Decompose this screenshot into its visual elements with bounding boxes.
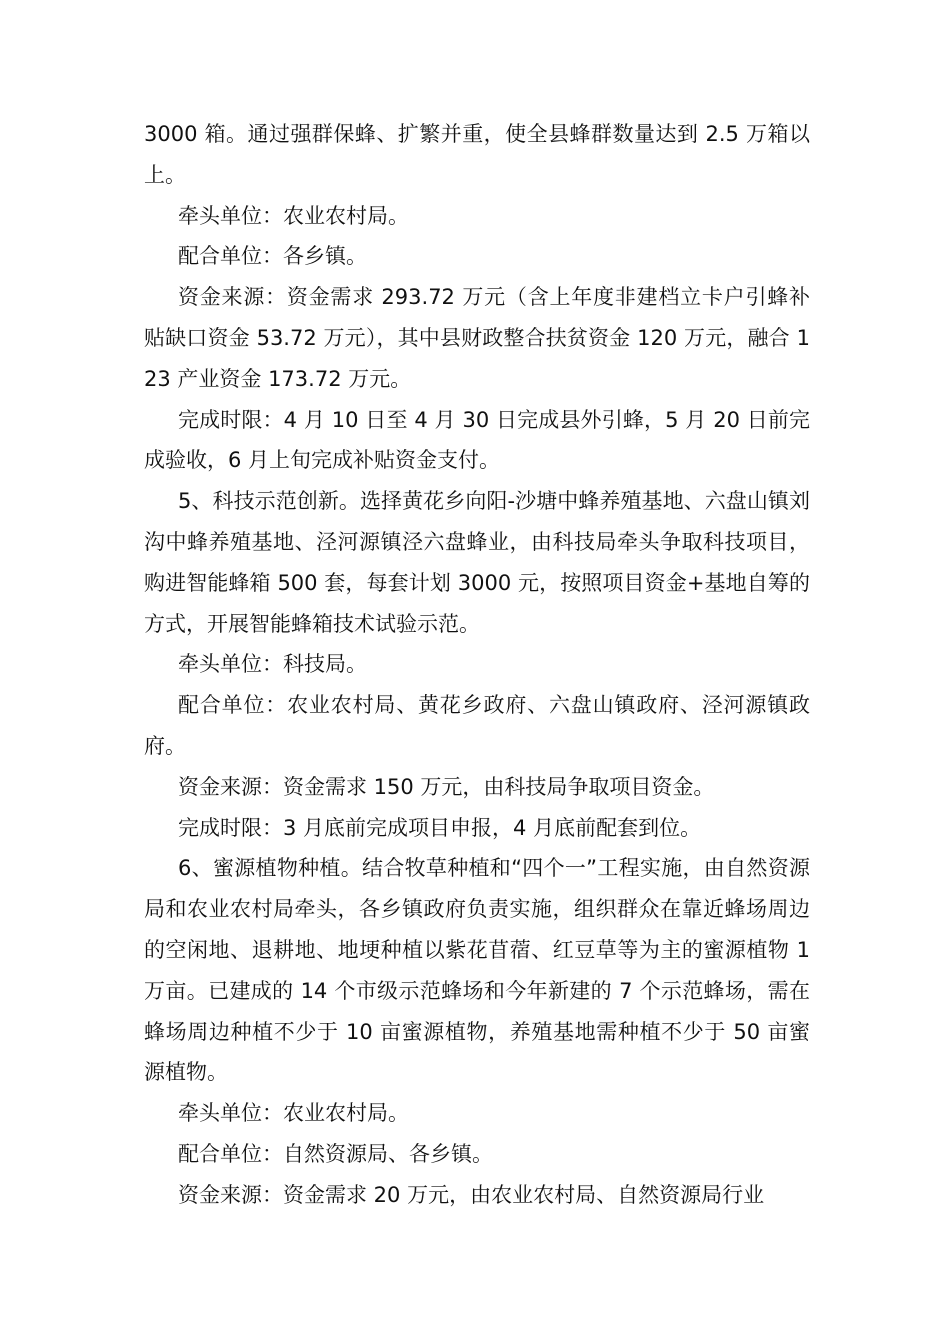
paragraph-funding-source-2: 资金来源：资金需求 150 万元，由科技局争取项目资金。 — [178, 774, 715, 799]
paragraph-funding-source-1: 资金来源：资金需求 293.72 万元（含上年度非建档立卡户引蜂补贴缺口资金 53.72 万元），其中县财政整合扶贫资金 120 万元，融合 123 产业资金 173.72 万元。 — [144, 285, 810, 391]
document-page — [144, 114, 810, 1216]
paragraph-lead-unit-1: 牵头单位：农业农村局。 — [178, 203, 409, 228]
paragraph-lead-unit-3: 牵头单位：农业农村局。 — [178, 1101, 409, 1126]
paragraph-partner-unit-1: 配合单位：各乡镇。 — [178, 244, 367, 269]
paragraph-section-5-tech-demo: 5、科技示范创新。选择黄花乡向阳-沙塘中蜂养殖基地、六盘山镇刘沟中蜂养殖基地、泾河源镇泾六盘蜂业，由科技局牵头争取科技项目，购进智能蜂箱 500 套，每套计划 3000 元，按照项目资金+基地自筹的方式，开展智能蜂箱技术试验示范。 — [144, 489, 810, 636]
paragraph-funding-source-3: 资金来源：资金需求 20 万元，由农业农村局、自然资源局行业 — [178, 1182, 765, 1207]
paragraph-partner-unit-2: 配合单位：农业农村局、黄花乡政府、六盘山镇政府、泾河源镇政府。 — [144, 693, 810, 758]
paragraph-lead-unit-2: 牵头单位：科技局。 — [178, 652, 367, 677]
paragraph-partner-unit-3: 配合单位：自然资源局、各乡镇。 — [178, 1141, 493, 1166]
paragraph-deadline-2: 完成时限：3 月底前完成项目申报，4 月底前配套到位。 — [178, 815, 702, 840]
paragraph-deadline-1: 完成时限：4 月 10 日至 4 月 30 日完成县外引蜂，5 月 20 日前完成验收，6 月上旬完成补贴资金支付。 — [144, 407, 810, 473]
paragraph-section-6-nectar-plants: 6、蜜源植物种植。结合牧草种植和“四个一”工程实施，由自然资源局和农业农村局牵头，各乡镇政府负责实施，组织群众在靠近蜂场周边的空闲地、退耕地、地埂种植以紫花苜蓿、红豆草等为主的蜜源植物 1 万亩。已建成的 14 个市级示范蜂场和今年新建的 7 个示范蜂场，需在蜂场周边种植不少于 10 亩蜜源植物，养殖基地需种植不少于 50 亩蜜源植物。 — [144, 856, 810, 1085]
paragraph-bee-count-continuation: 3000 箱。通过强群保蜂、扩繁并重，使全县蜂群数量达到 2.5 万箱以上。 — [144, 122, 810, 187]
